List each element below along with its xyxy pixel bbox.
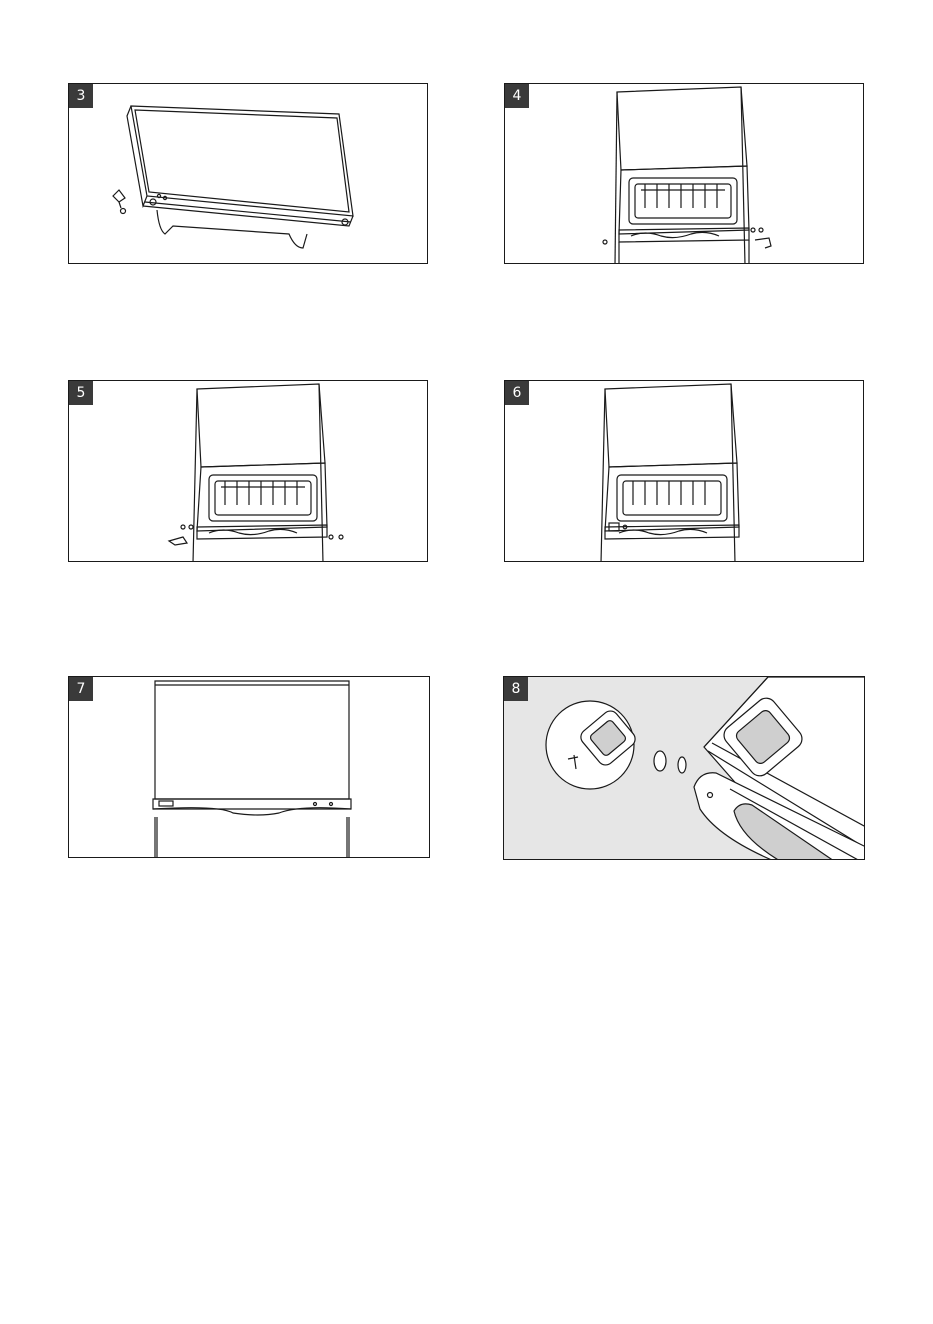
right-hinge-install-illustration (69, 381, 428, 562)
left-hinge-removal-illustration (505, 84, 864, 264)
figure-step-5 (68, 380, 428, 562)
figure-step-8 (503, 676, 865, 860)
step-number-badge: 6 (505, 381, 529, 405)
step-number-badge: 8 (504, 677, 528, 701)
step-number-badge: 5 (69, 381, 93, 405)
figure-step-7 (68, 676, 430, 858)
door-refitted-illustration (69, 677, 430, 858)
step-number-badge: 7 (69, 677, 93, 701)
hinge-attached-illustration (505, 381, 864, 562)
figure-step-3 (68, 83, 428, 264)
figure-step-4 (504, 83, 864, 264)
step-number-badge: 4 (505, 84, 529, 108)
figure-step-6 (504, 380, 864, 562)
hole-cover-plug-illustration (504, 677, 865, 860)
top-door-removal-illustration (69, 84, 428, 264)
step-number-badge: 3 (69, 84, 93, 108)
